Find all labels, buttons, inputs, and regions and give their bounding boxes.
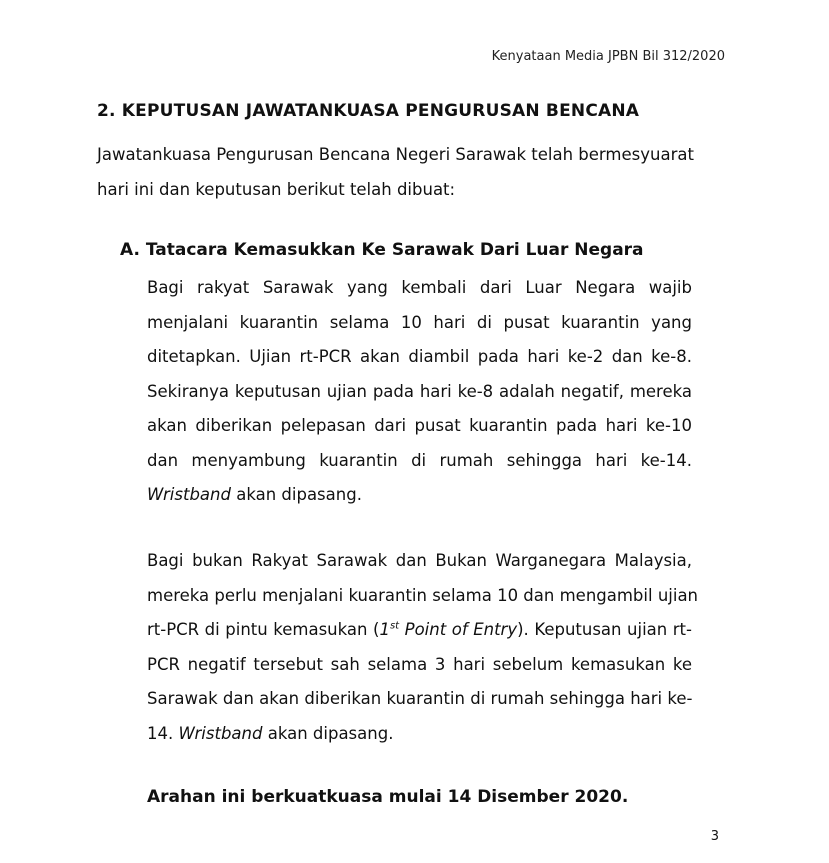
paragraph-line <box>147 717 692 752</box>
paragraph-line: Sarawak dan akan diberikan kuarantin di rumah sehingga hari ke- <box>147 689 693 708</box>
italic-phrase: Point of Entry <box>399 620 518 639</box>
italic-term: Wristband <box>147 485 231 504</box>
ordinal-number: 1 <box>379 620 390 639</box>
paragraph-line: dan menyambung kuarantin di rumah sehingga hari ke-14. <box>147 450 692 470</box>
paragraph-line: akan diberikan pelepasan dari pusat kuarantin pada hari ke-10 <box>147 416 692 435</box>
paragraph-line: PCR negatif tersebut sah selama 3 hari sebelum kemasukan ke <box>147 654 692 674</box>
effective-date-notice: Arahan ini berkuatkuasa mulai 14 Disember 2020. <box>147 787 629 807</box>
paragraph-line: Sekiranya keputusan ujian pada hari ke-8 adalah negatif, mereka <box>147 381 692 401</box>
line-text: 14. <box>147 723 179 743</box>
paragraph-line: ditetapkan. Ujian rt-PCR akan diambil pada hari ke-2 dan ke-8. <box>147 347 692 366</box>
section-intro <box>97 137 717 207</box>
document-reference: Kenyataan Media JPBN Bil 312/2020 <box>491 49 725 64</box>
paragraph-line <box>147 478 692 513</box>
section-title: 2. KEPUTUSAN JAWATANKUASA PENGURUSAN BENCANA <box>97 101 640 121</box>
paragraph-line <box>147 613 692 648</box>
ordinal-suffix: st <box>389 620 400 632</box>
line-text: rt-PCR di pintu kemasukan ( <box>147 620 380 639</box>
italic-term: Wristband <box>178 723 263 743</box>
subsection-title: A. Tatacara Kemasukkan Ke Sarawak Dari Luar Negara <box>120 240 644 260</box>
intro-line: Jawatankuasa Pengurusan Bencana Negeri Sarawak telah bermesyuarat <box>97 145 694 164</box>
intro-line: hari ini dan keputusan berikut telah dibuat: <box>97 180 456 199</box>
paragraph-line: mereka perlu menjalani kuarantin selama 10 dan mengambil ujian <box>147 585 699 605</box>
paragraph-line: menjalani kuarantin selama 10 hari di pusat kuarantin yang <box>147 312 692 332</box>
line-text: akan dipasang. <box>230 485 362 504</box>
page-number: 3 <box>710 829 719 844</box>
line-text: ). Keputusan ujian rt- <box>517 620 692 639</box>
line-text: akan dipasang. <box>262 723 394 743</box>
italic-term <box>379 620 517 639</box>
paragraph-line: Bagi rakyat Sarawak yang kembali dari Luar Negara wajib <box>147 278 692 297</box>
paragraph-line: Bagi bukan Rakyat Sarawak dan Bukan Warganegara Malaysia, <box>147 551 692 570</box>
